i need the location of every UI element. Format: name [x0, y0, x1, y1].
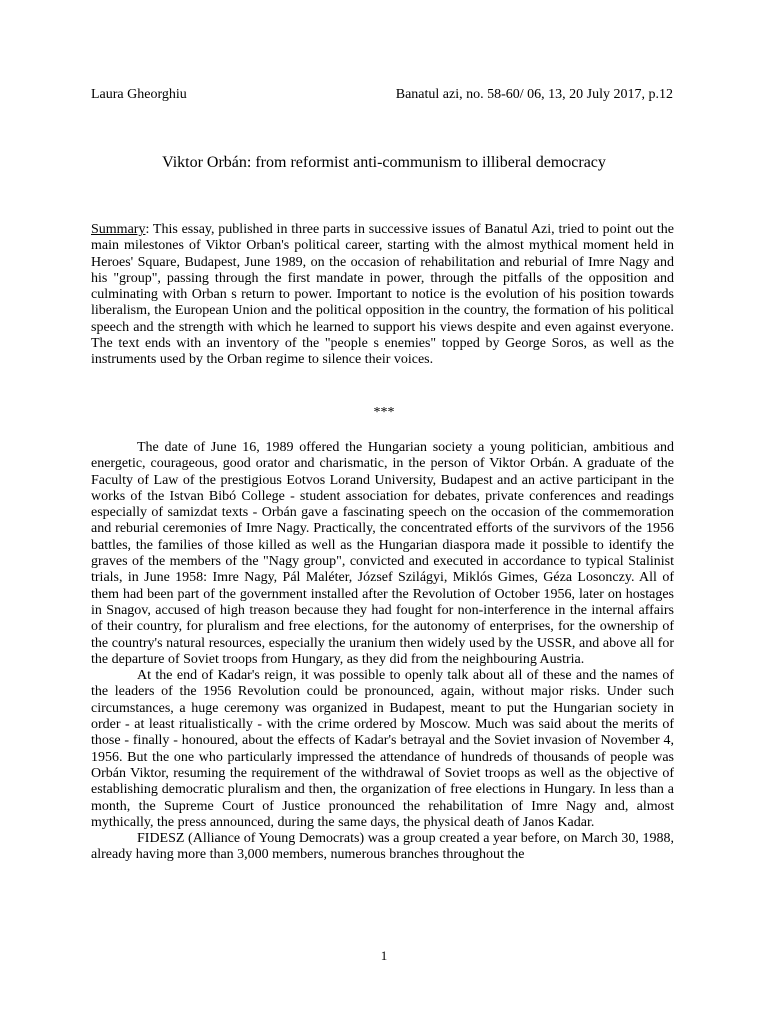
section-separator: ***: [373, 405, 395, 420]
body-text: [91, 440, 674, 864]
summary-text: : This essay, published in three parts in successive issues of Banatul Azi, tried to point out the main milestones of Viktor Orban's political career, starting with the almost mythical moment held in Heroes' Square, Budapest, June 1989, on the occasion of rehabilitation and reburial of Imre Nagy and his "group", passing through the first mandate in power, through the pitfalls of the opposition and culminating with Orban s return to power. Important to notice is the evolution of his position towards liberalism, the European Union and the political opposition in the country, the formation of his political speech and the strength with which he learned to support his views despite and even against everyone. The text ends with an inventory of the "people s enemies" topped by George Soros, as well as the instruments used by the Orban regime to silence their voices.: [91, 222, 674, 368]
body-paragraph: The date of June 16, 1989 offered the Hungarian society a young politician, ambitious and energetic, courageous, good orator and charismatic, in the person of Viktor Orbán. A graduate of the Faculty of Law of the prestigious Eotvos Lorand University, Budapest and an active participant in the works of the Istvan Bibó College - student association for debates, private conferences and readings especially of samizdat texts - Orbán gave a fascinating speech on the occasion of the commemoration and reburial ceremonies of Imre Nagy. Practically, the concentrated efforts of the survivors of the 1956 battles, the families of those killed as well as the Hungarian diaspora made it possible to identify the graves of the members of the "Nagy group", convicted and executed in accordance to typical Stalinist trials, in June 1958: Imre Nagy, Pál Maléter, József Szilágyi, Miklós Gimes, Géza Losonczy. All of them had been part of the government installed after the Revolution of October 1956, later on hostages in Snagov, accused of high treason because they had fought for non-interference in the internal affairs of their country, for pluralism and free elections, for the autonomy of enterprises, for the ownership of the country's natural resources, especially the uranium then widely used by the USSR, and above all for the departure of Soviet troops from Hungary, as they did from the neighbouring Austria.: [91, 440, 674, 667]
body-paragraph: At the end of Kadar's reign, it was possible to openly talk about all of these and the names of the leaders of the 1956 Revolution could be pronounced, again, without major risks. Under such circumstances, a huge ceremony was organized in Budapest, meant to put the Hungarian society in order - at least ritualistically - with the crime ordered by Moscow. Much was said about the merits of those - finally - honoured, about the effects of Kadar's betrayal and the Soviet invasion of November 4, 1956. But the one who particularly impressed the attendance of hundreds of thousands of people was Orbán Viktor, resuming the requirement of the withdrawal of Soviet troops as well as the objective of establishing democratic pluralism and then, the organization of free elections in Hungary. In less than a month, the Supreme Court of Justice pronounced the rehabilitation of Imre Nagy and, almost mythically, the press announced, during the same days, the physical death of Janos Kadar.: [91, 668, 674, 830]
publication-citation: Banatul azi, no. 58-60/ 06, 13, 20 July 2017, p.12: [395, 87, 673, 102]
body-paragraph: FIDESZ (Alliance of Young Democrats) was a group created a year before, on March 30, 1988, already having more than 3,000 members, numerous branches throughout the: [91, 831, 674, 863]
summary-block: [91, 222, 674, 369]
page-header: [91, 86, 673, 104]
summary-label: Summary: [91, 222, 146, 237]
page-number: 1: [380, 948, 388, 963]
author-name: Laura Gheorghiu: [91, 87, 187, 102]
document-title: Viktor Orbán: from reformist anti-communism to illiberal democracy: [162, 154, 606, 171]
